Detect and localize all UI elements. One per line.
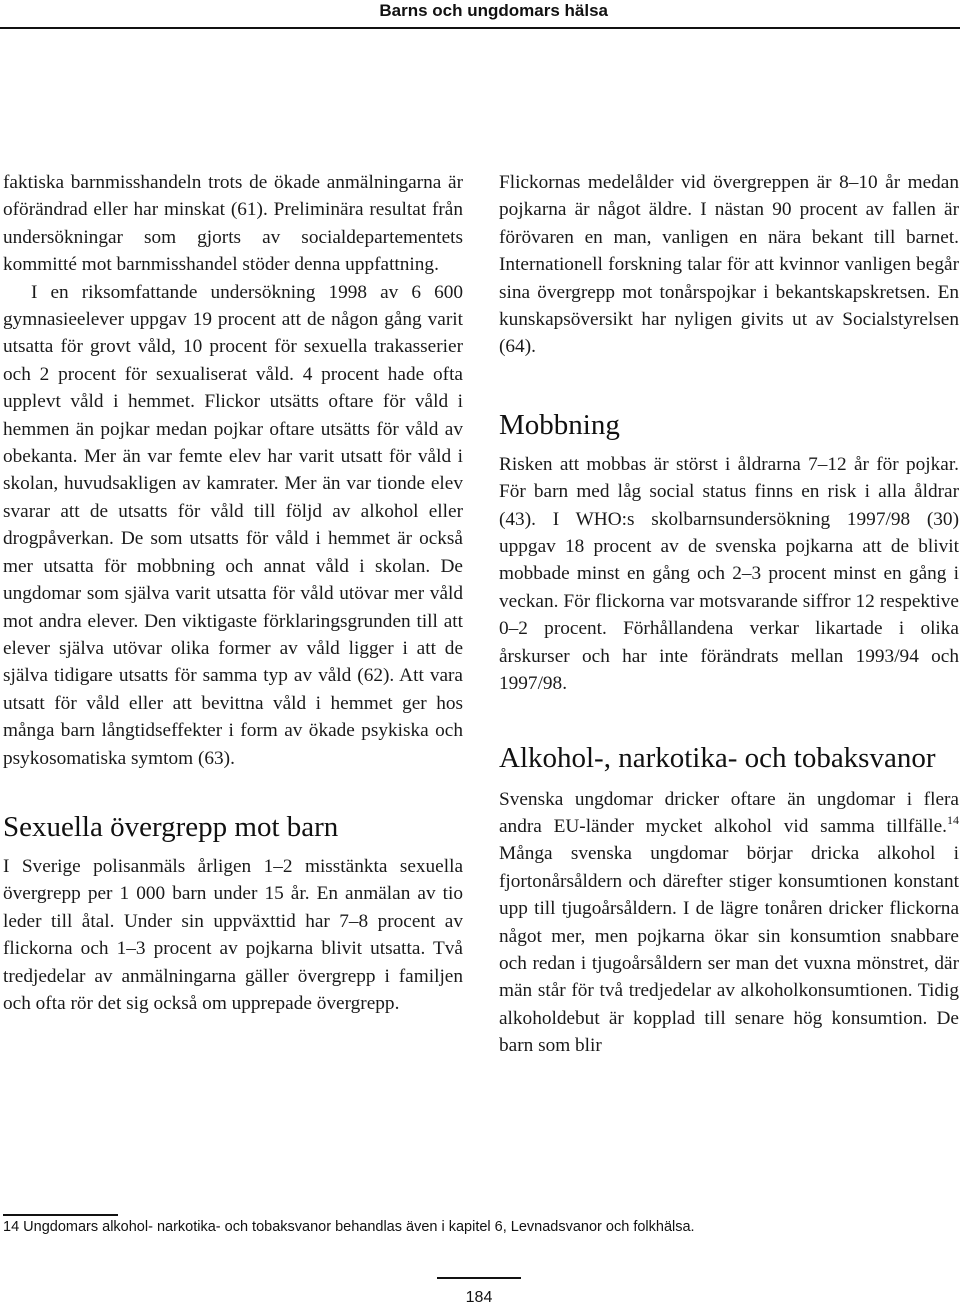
footnote-reference[interactable]: 14 xyxy=(947,812,959,827)
running-header-title: Barns och ungdomars hälsa xyxy=(379,1,608,20)
paragraph-text: Många svenska ungdomar börjar dricka alkohol i fjortonårsåldern och därefter stiger konsumtionen konstant upp till tjugoårsåldern. I de lägre tonåren dricker flickorna något mer, men pojkarna ökar sin konsumtion snabbare och redan i tjugoårsåldern ser man det vuxna mönstret, där män står för två tredjedelar av alkoholkonsumtionen. Tidig alkoholdebut är kopplad till senare hög konsumtion. De barn som blir xyxy=(499,843,959,1057)
paragraph: I Sverige polisanmäls årligen 1–2 misstänkta sexuella övergrepp per 1 000 barn under 15 år. En anmälan av tio leder till åtal. Under sin uppväxttid har 7–8 procent av flickorna och 1–3 procent av pojkarna blivit utsatta. Två tredjedelar av anmälningarna gäller övergrepp i familjen och ofta rör det sig också om upprepade övergrepp. xyxy=(3,855,463,1014)
paragraph: Flickornas medelålder vid övergreppen är 8–10 år medan pojkarna är något äldre. I nästan 90 procent av fallen är förövaren en man, vanligen en nära bekant till barnet. Internationell forskning talar för att kvinnor vanligen begår sina övergrepp mot tonårspojkar i bekantskapskretsen. En kunskapsöversikt har nyligen givits ut av Socialstyrelsen (64). xyxy=(499,172,959,358)
header-rule xyxy=(0,27,960,29)
section-heading-alkohol: Alkohol-, narkotika- och tobaksvanor xyxy=(499,741,936,774)
right-column xyxy=(499,169,959,1060)
paragraph: I en riksomfattande undersökning 1998 av 6 600 gymnasieelever uppgav 19 procent att de någon gång varit utsatta för grovt våld, 10 procent för sexuella trakasserier och 2 procent för sexualiserat våld. 4 procent hade ofta upplevt våld i hemmet. Flickor utsätts oftare för våld i hemmen än pojkar medan pojkar oftare utsätts för våld av obekanta. Mer än var femte elev har varit utsatt för våld i skolan, huvudsakligen av kamrater. Mer än var tionde elev svarar att de utsatts för våld till följd av alkohol eller drogpåverkan. De som utsatts för våld i hemmet är också mer utsatta för mobbning och annat våld i skolan. De ungdomar som själva varit utsatta för våld utövar mer våld mot andra elever. Den viktigaste förklaringsgrunden till att elever själva utövar olika former av våld ligger i att de själva tidigare utsatts för samma typ av våld (62). Att vara utsatt för våld eller att bevittna våld i hemmet ger hos många barn långtidseffekter i form av ökade psykiska och psykosomatiska symtom (63). xyxy=(3,281,463,769)
footnote: 14 Ungdomars alkohol- narkotika- och tobaksvanor behandlas även i kapitel 6, Levnadsvanor och folkhälsa. xyxy=(3,1219,695,1235)
section-heading-mobbning: Mobbning xyxy=(499,408,620,441)
page-number-rule xyxy=(437,1277,521,1279)
footnote-rule xyxy=(3,1214,118,1216)
running-header xyxy=(0,0,960,28)
paragraph xyxy=(499,786,959,1060)
paragraph-text: Svenska ungdomar dricker oftare än ungdomar i flera andra EU-länder mycket alkohol vid samma tillfälle. xyxy=(499,788,959,837)
page-number: 184 xyxy=(465,1289,493,1306)
left-column xyxy=(3,169,463,1017)
paragraph: Risken att mobbas är störst i åldrarna 7–12 år för pojkar. För barn med låg social status finns en risk i alla åldrar (43). I WHO:s skolbarnsundersökning 1997/98 (30) uppgav 18 procent av de svenska pojkarna att de blivit mobbade minst en gång och 2–3 procent minst en gång i veckan. För flickorna var motsvarande siffror 12 respektive 0–2 procent. Förhållandena verkar likartade i olika årskurser och har inte förändrats mellan 1993/94 och 1997/98. xyxy=(499,453,959,695)
paragraph: faktiska barnmisshandeln trots de ökade anmälningarna är oförändrad eller har minskat (61). Preliminära resultat från undersökningar som gjorts av socialdepartementets kommitté mot barnmisshandel stöder denna uppfattning. xyxy=(3,172,463,276)
section-heading-sexuella-overgrepp: Sexuella övergrepp mot barn xyxy=(3,810,339,843)
